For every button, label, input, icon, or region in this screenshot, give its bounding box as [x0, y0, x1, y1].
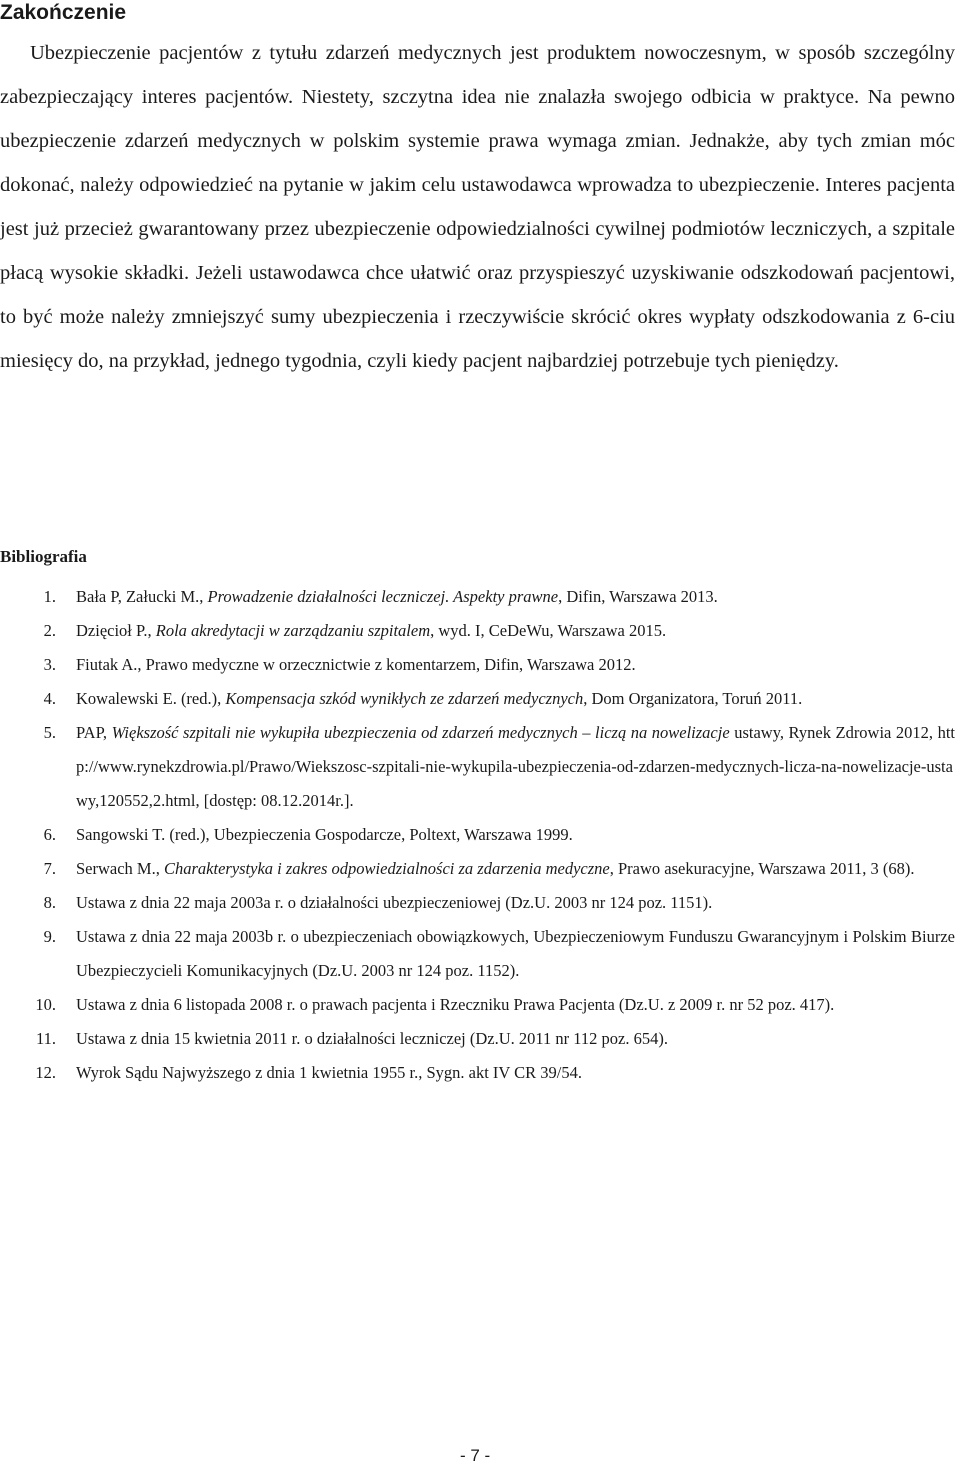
entry-text: Serwach M.,	[76, 859, 164, 878]
entry-number: 6.	[43, 825, 56, 844]
entry-text-rest: , Dom Organizatora, Toruń 2011.	[583, 689, 803, 708]
entry-number: 2.	[43, 621, 56, 640]
bibliography-entry	[0, 920, 955, 988]
section-heading: Zakończenie	[0, 1, 127, 24]
entry-text: Bała P, Załucki M.,	[76, 587, 208, 606]
entry-text: PAP,	[76, 723, 112, 742]
bibliography-entry	[0, 682, 955, 716]
entry-number: 7.	[43, 859, 56, 878]
entry-title: Kompensacja szkód wynikłych ze zdarzeń medycznych	[225, 689, 584, 708]
entry-text: Dzięcioł P.,	[76, 621, 156, 640]
bibliography-list	[0, 580, 955, 1090]
entry-number: 3.	[43, 655, 56, 674]
bibliography-entry	[0, 988, 955, 1022]
entry-text-rest: , Difin, Warszawa 2013.	[558, 587, 718, 606]
bibliography-entry	[0, 648, 955, 682]
bibliography-entry	[0, 1022, 955, 1056]
entry-number: 1.	[43, 587, 56, 606]
entry-number: 9.	[43, 927, 56, 946]
entry-text: Ustawa z dnia 22 maja 2003b r. o ubezpieczeniach obowiązkowych, Ubezpieczeniowym Funduszu Gwarancyjnym i Polskim Biurze Ubezpieczycieli Komunikacyjnych (Dz.U. 2003 nr 124 poz. 1152).	[76, 927, 955, 980]
page-number-text: - 7 -	[460, 1446, 491, 1465]
entry-text-rest: , wyd. I, CeDeWu, Warszawa 2015.	[430, 621, 667, 640]
entry-text: Sangowski T. (red.), Ubezpieczenia Gospodarcze, Poltext, Warszawa 1999.	[76, 825, 573, 844]
entry-text: Ustawa z dnia 6 listopada 2008 r. o prawach pacjenta i Rzeczniku Prawa Pacjenta (Dz.U. z 2009 r. nr 52 poz. 417).	[76, 995, 835, 1014]
bibliography-entry	[0, 614, 955, 648]
entry-text-rest: ustawy, Rynek Zdrowia 2012, http://www.rynekzdrowia.pl/Prawo/Wiekszosc-szpitali-nie-wykupila-ubezpieczenia-od-zdarzen-medycznych-licza-na-nowelizacje-ustawy,120552,2.html, [dostęp: 08.12.2014r.].	[76, 723, 955, 810]
entry-number: 11.	[35, 1029, 56, 1048]
conclusion-paragraph: Ubezpieczenie pacjentów z tytułu zdarzeń medycznych jest produktem nowoczesnym, w sposób szczególny zabezpieczający interes pacjentów. Niestety, szczytna idea nie znalazła swojego odbicia w praktyce. Na pewno ubezpieczenie zdarzeń medycznych w polskim systemie prawa wymaga zmian. Jednakże, aby tych zmian móc dokonać, należy odpowiedzieć na pytanie w jakim celu ustawodawca wprowadza to ubezpieczenie. Interes pacjenta jest już przecież gwarantowany przez ubezpieczenie odpowiedzialności cywilnej podmiotów leczniczych, a szpitale płacą wysokie składki. Jeżeli ustawodawca chce ułatwić oraz przyspieszyć uzyskiwanie odszkodowań pacjentowi, to być może należy zmniejszyć sumy ubezpieczenia i rzeczywiście skrócić okres wypłaty odszkodowania z 6-ciu miesięcy do, na przykład, jednego tygodnia, czyli kiedy pacjent najbardziej potrzebuje tych pieniędzy.	[0, 42, 955, 372]
entry-number: 4.	[43, 689, 56, 708]
entry-title: Prowadzenie działalności leczniczej. Aspekty prawne	[207, 587, 559, 606]
bibliography-entry	[0, 886, 955, 920]
bibliography-entry	[0, 716, 955, 818]
entry-text: Ustawa z dnia 15 kwietnia 2011 r. o działalności leczniczej (Dz.U. 2011 nr 112 poz. 654).	[76, 1029, 668, 1048]
entry-text-rest: , Prawo asekuracyjne, Warszawa 2011, 3 (68).	[609, 859, 915, 878]
entry-number: 5.	[43, 723, 56, 742]
bibliography-title: Bibliografia	[0, 547, 87, 566]
entry-text: Kowalewski E. (red.),	[76, 689, 226, 708]
entry-text: Wyrok Sądu Najwyższego z dnia 1 kwietnia 1955 r., Sygn. akt IV CR 39/54.	[76, 1063, 583, 1082]
entry-number: 10.	[35, 995, 56, 1014]
entry-number: 8.	[43, 893, 56, 912]
entry-number: 12.	[35, 1063, 56, 1082]
entry-title: Większość szpitali nie wykupiła ubezpieczenia od zdarzeń medycznych – liczą na nowelizacje	[111, 723, 730, 742]
entry-text: Ustawa z dnia 22 maja 2003a r. o działalności ubezpieczeniowej (Dz.U. 2003 nr 124 poz. 1151).	[76, 893, 713, 912]
bibliography-entry	[0, 852, 955, 886]
entry-text: Fiutak A., Prawo medyczne w orzecznictwie z komentarzem, Difin, Warszawa 2012.	[76, 655, 636, 674]
entry-title: Charakterystyka i zakres odpowiedzialności za zdarzenia medyczne	[163, 859, 610, 878]
bibliography-entry	[0, 1056, 955, 1090]
bibliography-entry	[0, 580, 955, 614]
entry-title: Rola akredytacji w zarządzaniu szpitalem	[155, 621, 431, 640]
bibliography-entry	[0, 818, 955, 852]
